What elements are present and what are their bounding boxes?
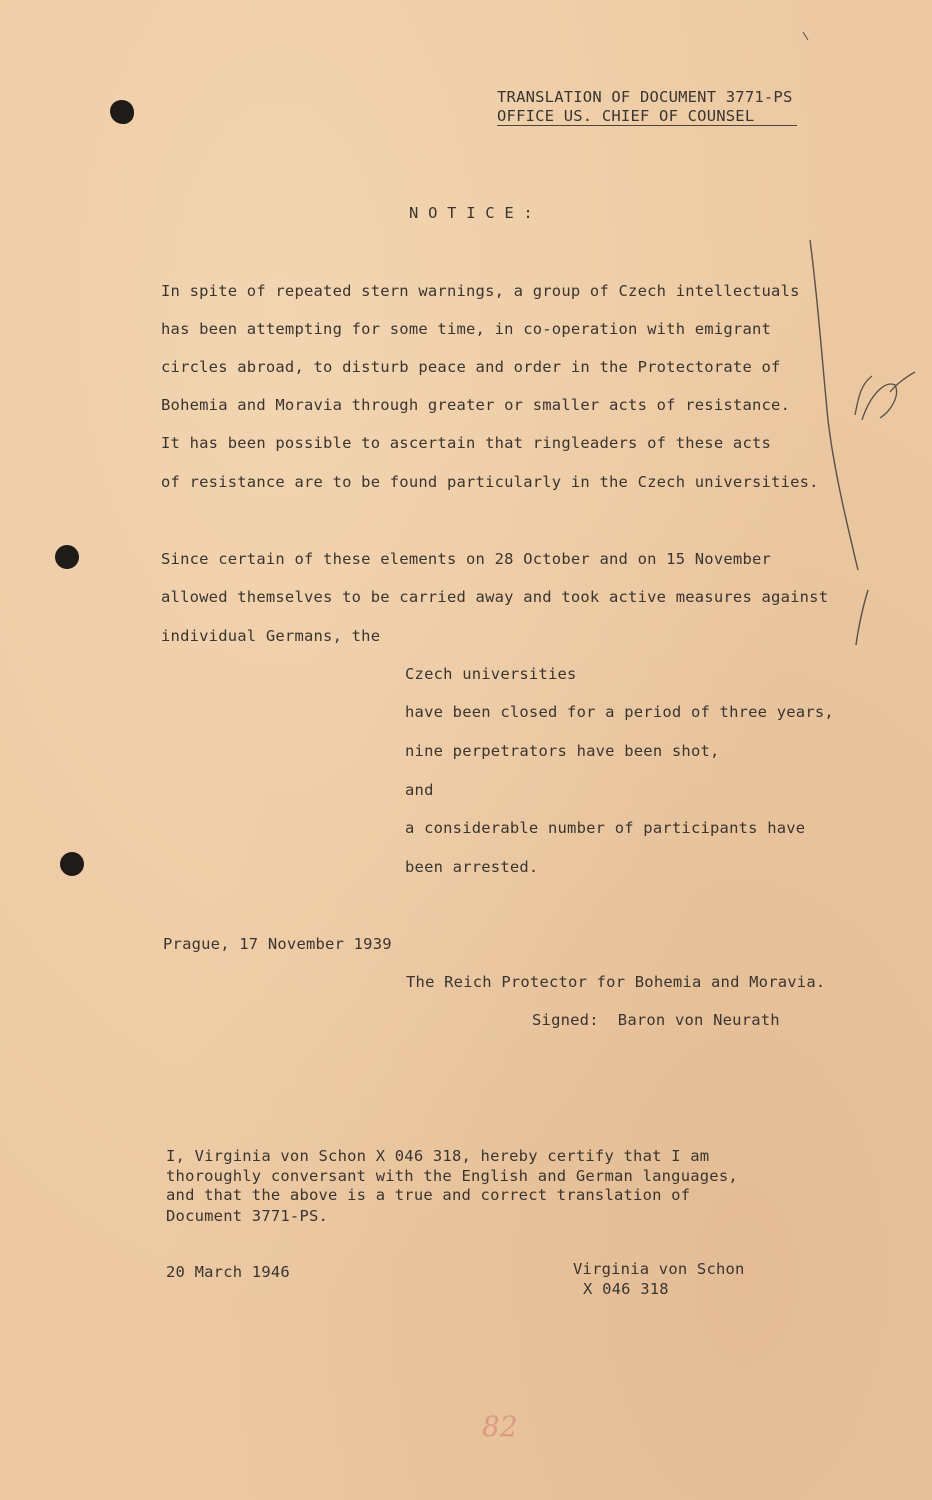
certification-line: Document 3771-PS. (166, 1207, 329, 1225)
margin-initials-mark (855, 372, 915, 420)
paragraph-2-line: allowed themselves to be carried away and took active measures against (161, 588, 829, 606)
page-number: 82 (482, 1410, 518, 1443)
measure-line: have been closed for a period of three years, (405, 703, 834, 721)
place-date: Prague, 17 November 1939 (163, 935, 392, 953)
paragraph-2-line: individual Germans, the (161, 627, 381, 645)
signature-line: Signed: Baron von Neurath (532, 1011, 780, 1029)
translator-id: X 046 318 (583, 1280, 669, 1298)
paragraph-1-line: It has been possible to ascertain that ringleaders of these acts (161, 434, 772, 452)
translator-name: Virginia von Schon (573, 1260, 745, 1278)
header-line-2: OFFICE US. CHIEF OF COUNSEL (497, 107, 755, 125)
paragraph-2-line: Since certain of these elements on 28 October and on 15 November (161, 550, 772, 568)
certification-date: 20 March 1946 (166, 1263, 290, 1281)
measure-line: and (405, 781, 434, 799)
signatory-title: The Reich Protector for Bohemia and Moravia. (406, 973, 826, 991)
paragraph-1-line: has been attempting for some time, in co-operation with emigrant (161, 320, 772, 338)
certification-line: and that the above is a true and correct translation of (166, 1186, 691, 1204)
paragraph-1-line: Bohemia and Moravia through greater or smaller acts of resistance. (161, 396, 791, 414)
notice-title: N O T I C E : (409, 204, 533, 222)
measure-line: been arrested. (405, 858, 539, 876)
header-line-1: TRANSLATION OF DOCUMENT 3771-PS (497, 88, 793, 106)
certification-line: I, Virginia von Schon X 046 318, hereby certify that I am (166, 1147, 710, 1165)
measure-line: Czech universities (405, 665, 577, 683)
measure-line: a considerable number of participants have (405, 819, 806, 837)
certification-line: thoroughly conversant with the English and German languages, (166, 1167, 738, 1185)
paragraph-1-line: circles abroad, to disturb peace and order in the Protectorate of (161, 358, 781, 376)
paragraph-1-line: of resistance are to be found particularly in the Czech universities. (161, 473, 819, 491)
measure-line: nine perpetrators have been shot, (405, 742, 720, 760)
paragraph-1-line: In spite of repeated stern warnings, a group of Czech intellectuals (161, 282, 800, 300)
